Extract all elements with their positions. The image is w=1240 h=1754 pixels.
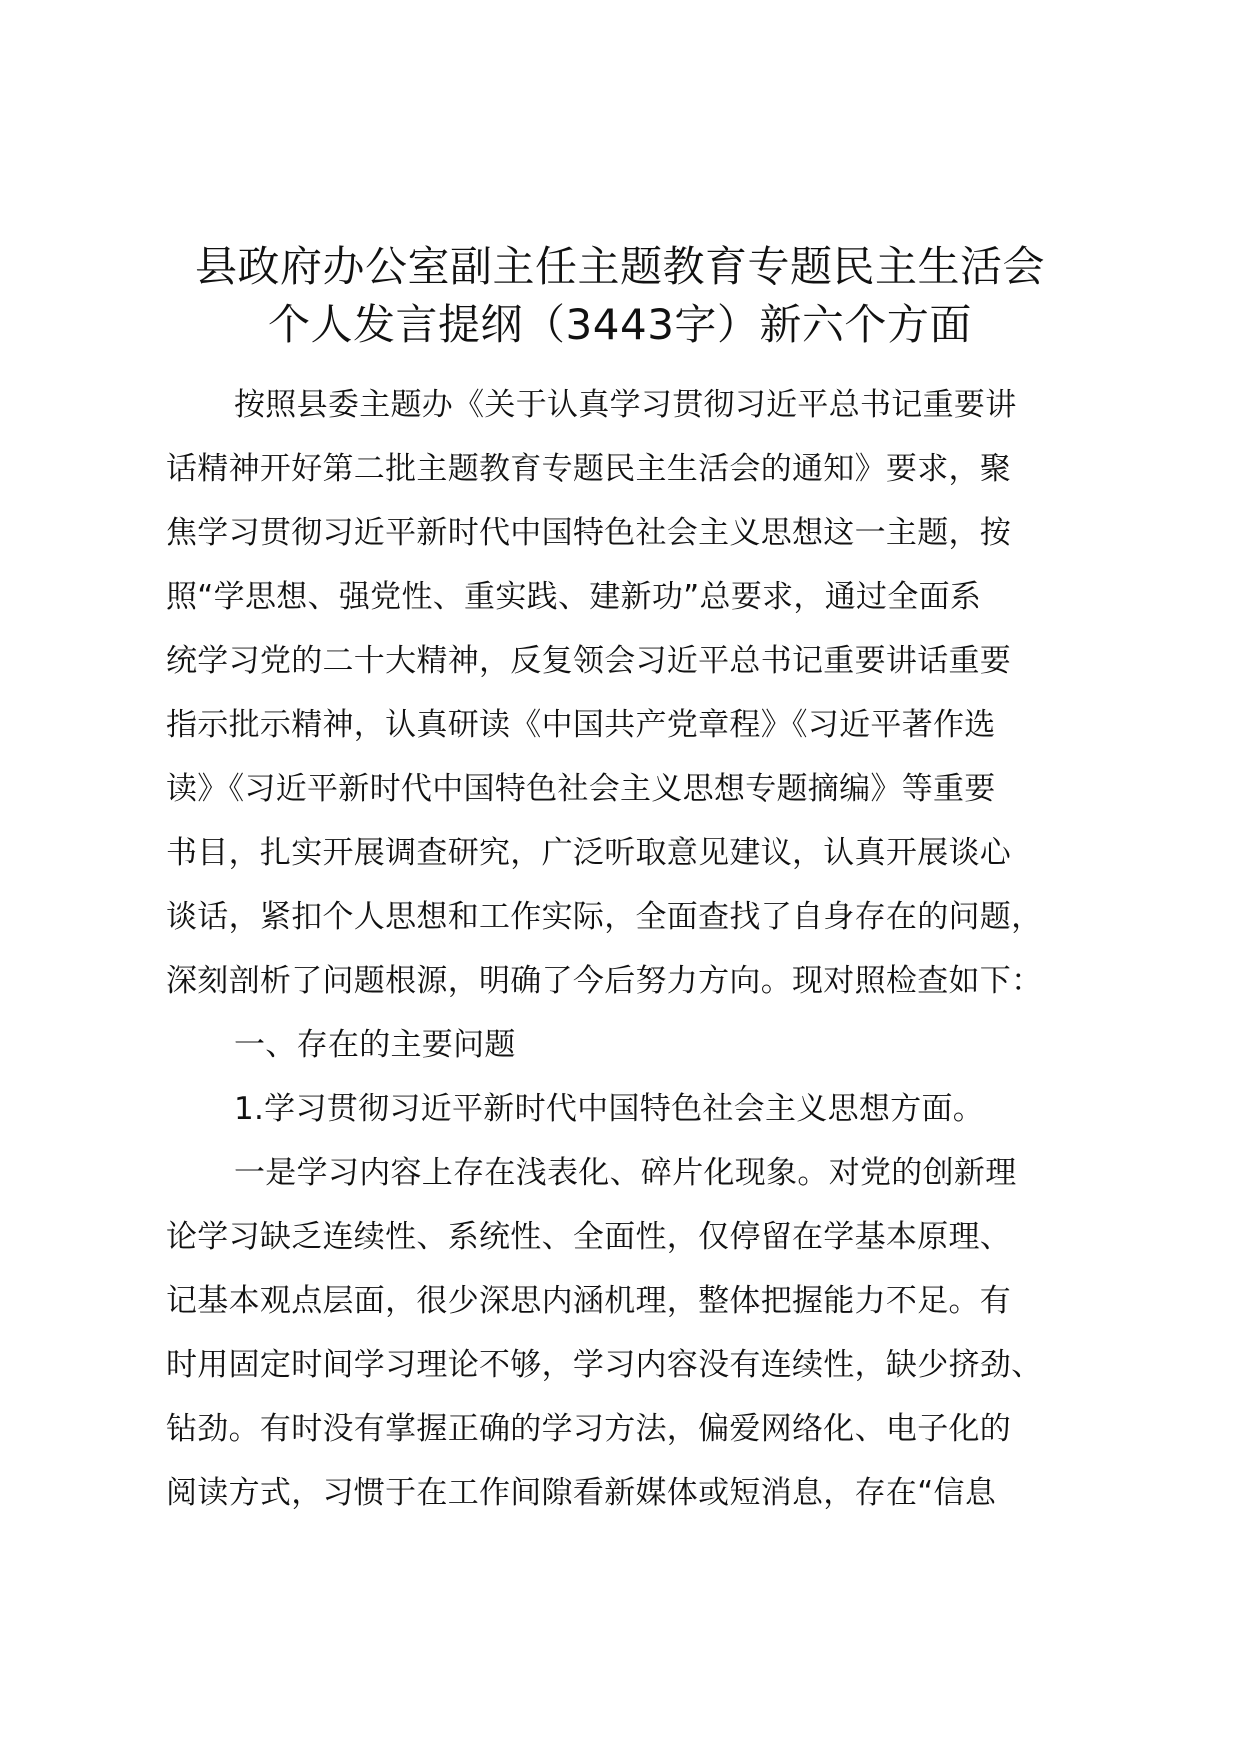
intro-paragraph [166,373,1106,1013]
text-line: 深刻剖析了问题根源，明确了今后努力方向。现对照检查如下： [166,963,1043,999]
text-line: 照“学思想、强党性、重实践、建新功”总要求，通过全面系 [166,579,982,615]
section-heading [166,1013,1106,1077]
text-line: 话精神开好第二批主题教育专题民主生活会的通知》要求，聚 [166,451,1012,487]
text-line: 时用固定时间学习理论不够，学习内容没有连续性，缺少挤劲、 [166,1347,1043,1383]
subsection-heading [166,1077,1106,1141]
text-line: 按照县委主题办《关于认真学习贯彻习近平总书记重要讲 [234,387,1017,423]
heading-line: 一、存在的主要问题 [234,1027,516,1063]
text-line: 钻劲。有时没有掌握正确的学习方法，偏爱网络化、电子化的 [166,1411,1012,1447]
document-title [150,238,1090,354]
text-line: 统学习党的二十大精神，反复领会习近平总书记重要讲话重要 [166,643,1012,679]
text-line: 阅读方式，习惯于在工作间隙看新媒体或短消息，存在“信息 [166,1475,997,1511]
document-body [166,373,1106,1525]
title-line-1: 县政府办公室副主任主题教育专题民主生活会 [194,242,1045,291]
text-line: 记基本观点层面，很少深思内涵机理，整体把握能力不足。有 [166,1283,1012,1319]
text-line: 焦学习贯彻习近平新时代中国特色社会主义思想这一主题，按 [166,515,1012,551]
text-line: 一是学习内容上存在浅表化、碎片化现象。对党的创新理 [234,1155,1017,1191]
text-line: 书目，扎实开展调查研究，广泛听取意见建议，认真开展谈心 [166,835,1012,871]
heading-line: 1.学习贯彻习近平新时代中国特色社会主义思想方面。 [234,1091,985,1127]
body-paragraph [166,1141,1106,1525]
text-line: 谈话，紧扣个人思想和工作实际，全面查找了自身存在的问题， [166,899,1043,935]
text-line: 指示批示精神，认真研读《中国共产党章程》《习近平著作选 [166,707,996,743]
title-line-2: 个人发言提纲（3443字）新六个方面 [268,300,972,349]
text-line: 论学习缺乏连续性、系统性、全面性，仅停留在学基本原理、 [166,1219,1012,1255]
text-line: 读》《习近平新时代中国特色社会主义思想专题摘编》等重要 [166,771,996,807]
